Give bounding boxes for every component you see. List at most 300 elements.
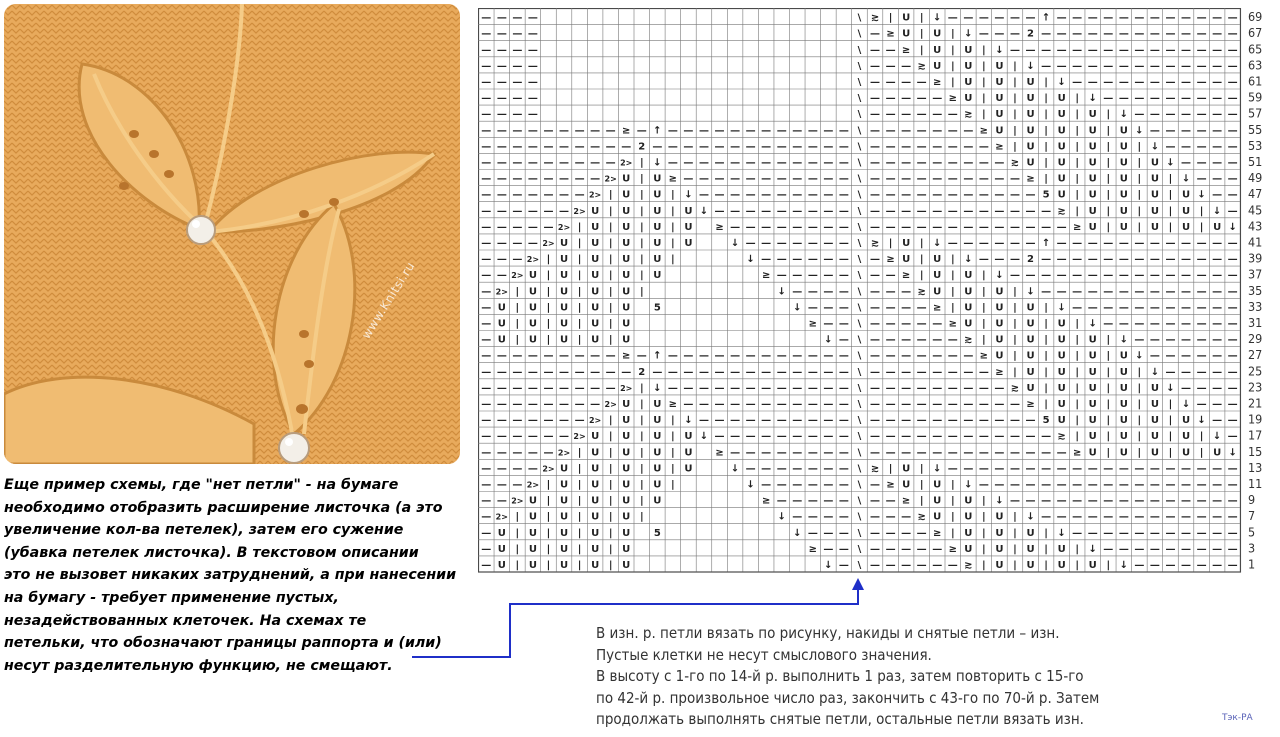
chart-symbol: |	[1168, 173, 1173, 185]
chart-symbol: —	[776, 415, 787, 427]
chart-symbol: —	[481, 76, 492, 88]
chart-symbol: —	[901, 286, 912, 298]
chart-symbol: —	[823, 415, 834, 427]
row-number: 25	[1247, 363, 1263, 379]
chart-symbol: —	[698, 415, 709, 427]
chart-symbol: U	[1057, 93, 1066, 105]
chart-symbol: U	[933, 286, 942, 298]
chart-symbol: U	[591, 221, 600, 233]
chart-symbol: —	[916, 109, 927, 121]
chart-symbol: —	[512, 479, 523, 491]
chart-symbol: |	[608, 302, 613, 314]
chart-symbol: —	[683, 157, 694, 169]
chart-symbol: —	[1165, 511, 1176, 523]
chart-symbol: \	[857, 334, 862, 346]
chart-symbol: —	[621, 141, 632, 153]
chart-symbol: —	[1196, 511, 1207, 523]
chart-symbol: U	[622, 543, 631, 555]
chart-symbol: |	[1075, 318, 1080, 330]
chart-symbol: |	[1106, 125, 1111, 137]
chart-symbol: —	[1118, 511, 1129, 523]
chart-symbol: |	[1044, 366, 1048, 378]
chart-symbol: U	[1181, 189, 1191, 201]
chart-symbol: |	[950, 76, 955, 88]
chart-symbol: —	[1025, 221, 1036, 233]
chart-symbol: |	[546, 334, 551, 346]
chart-symbol: —	[916, 141, 927, 153]
chart-symbol: |	[919, 254, 924, 266]
chart-symbol: U	[1150, 221, 1159, 233]
chart-symbol: —	[1227, 28, 1238, 40]
chart-symbol: —	[1041, 270, 1052, 282]
chart-symbol: —	[807, 382, 818, 394]
chart-symbol: \	[857, 76, 862, 88]
chart-instructions	[596, 623, 1099, 731]
chart-symbol: —	[1118, 463, 1129, 475]
chart-symbol: —	[1118, 270, 1129, 282]
chart-symbol: —	[792, 495, 803, 507]
chart-symbol: —	[1181, 93, 1192, 105]
chart-symbol: U	[995, 543, 1004, 555]
chart-symbol: —	[901, 398, 912, 410]
chart-symbol: —	[667, 366, 678, 378]
chart-symbol: U	[1181, 221, 1191, 233]
chart-symbol: |	[1106, 141, 1111, 153]
chart-symbol: —	[590, 366, 601, 378]
chart-symbol: U	[995, 109, 1004, 121]
chart-symbol: —	[1118, 254, 1129, 266]
chart-symbol: —	[512, 447, 523, 459]
chart-symbol: —	[1134, 28, 1145, 40]
chart-symbol: —	[978, 254, 989, 266]
chart-symbol: |	[1106, 366, 1111, 378]
chart-symbol: |	[1137, 205, 1142, 217]
chart-symbol: —	[1196, 157, 1207, 169]
chart-symbol: —	[1227, 366, 1238, 378]
chart-symbol: —	[776, 254, 787, 266]
chart-symbol: U	[1026, 93, 1035, 105]
chart-symbol: —	[1009, 237, 1020, 249]
chart-symbol: —	[1212, 125, 1223, 137]
chart-symbol: 5	[653, 302, 661, 314]
chart-symbol: —	[1009, 205, 1020, 217]
chart-symbol: —	[932, 398, 943, 410]
chart-symbol: |	[1075, 398, 1080, 410]
chart-symbol: U	[1119, 141, 1128, 153]
chart-symbol: —	[823, 205, 834, 217]
note-line: Еще пример схемы, где "нет петли" - на бумаге	[4, 477, 399, 493]
chart-symbol: U	[964, 495, 973, 507]
chart-symbol: \	[857, 205, 862, 217]
chart-symbol: |	[1075, 366, 1080, 378]
chart-symbol: —	[559, 205, 570, 217]
chart-symbol: 2>	[542, 464, 555, 474]
chart-symbol: —	[1134, 286, 1145, 298]
chart-symbol: |	[1013, 141, 1017, 153]
chart-symbol: U	[1026, 527, 1035, 539]
chart-symbol: —	[1072, 270, 1083, 282]
chart-symbol: —	[730, 415, 741, 427]
chart-symbol: U	[1088, 141, 1097, 153]
chart-symbol: |	[1075, 415, 1080, 427]
chart-symbol: —	[543, 221, 554, 233]
chart-symbol: —	[496, 109, 507, 121]
chart-symbol: U	[1088, 398, 1097, 410]
chart-symbol: —	[543, 189, 554, 201]
chart-symbol: —	[683, 350, 694, 362]
chart-symbol: —	[1103, 60, 1114, 72]
chart-symbol: —	[1212, 559, 1223, 571]
chart-symbol: —	[776, 398, 787, 410]
chart-symbol: —	[1227, 334, 1238, 346]
chart-symbol: —	[683, 125, 694, 137]
chart-symbol: —	[1072, 495, 1083, 507]
chart-symbol: —	[1025, 205, 1036, 217]
chart-symbol: |	[1137, 141, 1142, 153]
chart-symbol: —	[1134, 511, 1145, 523]
chart-symbol: —	[1041, 431, 1052, 443]
chart-symbol: U	[622, 189, 631, 201]
chart-symbol: —	[1072, 286, 1083, 298]
chart-symbol: ↓	[1166, 157, 1175, 169]
chart-symbol: —	[916, 447, 927, 459]
chart-symbol: \	[857, 415, 862, 427]
chart-symbol: —	[1149, 12, 1160, 24]
chart-symbol: —	[1181, 109, 1192, 121]
chart-symbol: —	[652, 141, 663, 153]
chart-symbol: —	[1212, 93, 1223, 105]
chart-symbol: U	[528, 559, 537, 571]
chart-symbol: —	[1118, 318, 1129, 330]
chart-symbol: —	[574, 382, 585, 394]
chart-symbol: —	[745, 205, 756, 217]
chart-symbol: —	[1009, 221, 1020, 233]
chart-symbol: —	[947, 157, 958, 169]
chart-symbol: —	[1149, 463, 1160, 475]
chart-symbol: —	[932, 141, 943, 153]
chart-symbol: |	[608, 527, 613, 539]
chart-symbol: —	[698, 366, 709, 378]
chart-symbol: U	[995, 350, 1004, 362]
chart-symbol: —	[901, 511, 912, 523]
chart-symbol: —	[776, 431, 787, 443]
chart-symbol: —	[823, 157, 834, 169]
chart-symbol: |	[671, 447, 675, 459]
chart-symbol: —	[916, 398, 927, 410]
chart-symbol: —	[1227, 415, 1238, 427]
chart-symbol: —	[1212, 254, 1223, 266]
chart-symbol: U	[591, 205, 600, 217]
chart-symbol: —	[1056, 463, 1067, 475]
chart-symbol: —	[1165, 463, 1176, 475]
chart-symbol: U	[933, 60, 942, 72]
chart-symbol: —	[481, 12, 492, 24]
chart-symbol: —	[807, 415, 818, 427]
chart-symbol: —	[1056, 286, 1067, 298]
chart-symbol: |	[1106, 221, 1111, 233]
chart-symbol: ≳	[964, 334, 973, 346]
chart-symbol: ↓	[1026, 286, 1035, 298]
chart-symbol: U	[528, 270, 537, 282]
chart-symbol: —	[1181, 141, 1192, 153]
chart-symbol: —	[1025, 189, 1036, 201]
chart-symbol: —	[978, 447, 989, 459]
chart-symbol: —	[776, 173, 787, 185]
chart-symbol: |	[1044, 141, 1048, 153]
chart-symbol: U	[559, 463, 569, 475]
chart-symbol: —	[792, 366, 803, 378]
chart-symbol: —	[745, 463, 756, 475]
row-number: 37	[1247, 266, 1263, 282]
chart-symbol: U	[1181, 205, 1191, 217]
chart-symbol: ↓	[1088, 543, 1097, 555]
chart-symbol: —	[963, 431, 974, 443]
chart-symbol: —	[1149, 254, 1160, 266]
chart-symbol: —	[1087, 463, 1098, 475]
chart-symbol: —	[761, 431, 772, 443]
chart-symbol: ≳	[917, 286, 926, 298]
chart-symbol: ↓	[1057, 302, 1066, 314]
chart-symbol: ↓	[699, 205, 709, 217]
row-number: 61	[1247, 73, 1263, 89]
chart-symbol: |	[639, 431, 644, 443]
chart-symbol: —	[901, 431, 912, 443]
chart-symbol: —	[963, 221, 974, 233]
chart-symbol: U	[591, 479, 600, 491]
chart-symbol: —	[481, 286, 492, 298]
chart-symbol: ≥	[886, 28, 895, 40]
chart-symbol: —	[901, 350, 912, 362]
chart-symbol: |	[982, 302, 986, 314]
chart-symbol: 2>	[573, 432, 586, 442]
chart-symbol: —	[1196, 12, 1207, 24]
chart-symbol: 2	[1027, 28, 1035, 40]
chart-symbol: ≥	[948, 93, 957, 105]
chart-symbol: U	[653, 415, 662, 427]
chart-symbol: —	[1181, 334, 1192, 346]
chart-symbol: —	[932, 93, 943, 105]
chart-symbol: |	[950, 527, 955, 539]
chart-symbol: —	[1009, 254, 1020, 266]
chart-symbol: —	[885, 334, 896, 346]
chart-symbol: |	[608, 479, 613, 491]
chart-symbol: —	[481, 415, 492, 427]
chart-symbol: —	[1087, 44, 1098, 56]
chart-symbol: —	[1056, 495, 1067, 507]
chart-symbol: ↓	[1166, 382, 1175, 394]
chart-symbol: —	[1196, 463, 1207, 475]
chart-symbol: —	[823, 527, 834, 539]
chart-symbol: 2>	[604, 174, 617, 184]
row-number: 57	[1247, 105, 1263, 121]
chart-symbol: —	[683, 398, 694, 410]
chart-symbol: |	[515, 559, 520, 571]
chart-symbol: —	[885, 286, 896, 298]
chart-symbol: |	[1168, 415, 1173, 427]
chart-symbol: |	[1199, 447, 1204, 459]
chart-symbol: U	[528, 302, 537, 314]
chart-symbol: —	[932, 189, 943, 201]
chart-symbol: —	[838, 447, 849, 459]
chart-symbol: |	[1199, 221, 1204, 233]
chart-symbol: U	[622, 173, 631, 185]
chart-symbol: U	[528, 286, 537, 298]
chart-symbol: —	[901, 141, 912, 153]
chart-symbol: —	[481, 125, 492, 137]
chart-symbol: ↑	[1041, 12, 1051, 24]
chart-symbol: —	[807, 447, 818, 459]
chart-symbol: —	[901, 366, 912, 378]
chart-symbol: —	[652, 366, 663, 378]
chart-symbol: —	[496, 205, 507, 217]
chart-symbol: —	[605, 382, 616, 394]
chart-symbol: |	[982, 511, 986, 523]
chart-symbol: —	[1134, 479, 1145, 491]
chart-symbol: —	[1134, 495, 1145, 507]
chart-symbol: —	[1227, 302, 1238, 314]
chart-symbol: |	[1075, 205, 1080, 217]
chart-symbol: —	[916, 318, 927, 330]
chart-symbol: |	[1106, 415, 1111, 427]
chart-symbol: —	[1165, 254, 1176, 266]
chart-symbol: —	[1009, 44, 1020, 56]
chart-symbol: —	[901, 125, 912, 137]
chart-symbol: —	[1072, 302, 1083, 314]
chart-symbol: —	[1103, 254, 1114, 266]
chart-symbol: U	[591, 302, 600, 314]
chart-symbol: —	[730, 189, 741, 201]
chart-symbol: —	[1165, 125, 1176, 137]
chart-symbol: —	[559, 189, 570, 201]
chart-symbol: —	[932, 318, 943, 330]
chart-symbol: |	[671, 431, 675, 443]
chart-symbol: |	[1013, 318, 1017, 330]
chart-symbol: ↓	[1026, 511, 1035, 523]
chart-symbol: —	[714, 350, 725, 362]
chart-symbol: —	[574, 157, 585, 169]
chart-symbol: —	[838, 141, 849, 153]
chart-symbol: —	[714, 366, 725, 378]
row-number: 55	[1247, 121, 1263, 137]
chart-symbol: —	[932, 447, 943, 459]
chart-symbol: U	[995, 527, 1004, 539]
row-number: 11	[1247, 475, 1263, 491]
chart-symbol: —	[1103, 270, 1114, 282]
chart-symbol: |	[982, 527, 986, 539]
chart-symbol: |	[639, 382, 644, 394]
chart-symbol: —	[590, 173, 601, 185]
chart-symbol: U	[622, 318, 631, 330]
chart-symbol: —	[870, 559, 881, 571]
chart-symbol: —	[1041, 463, 1052, 475]
chart-symbol: —	[1149, 350, 1160, 362]
chart-symbol: —	[792, 173, 803, 185]
chart-symbol: —	[792, 463, 803, 475]
chart-symbol: U	[1181, 415, 1191, 427]
chart-symbol: —	[901, 447, 912, 459]
chart-symbol: ↓	[653, 382, 662, 394]
chart-symbol: —	[1009, 431, 1020, 443]
chart-symbol: —	[807, 511, 818, 523]
chart-symbol: —	[932, 382, 943, 394]
chart-symbol: —	[978, 431, 989, 443]
chart-symbol: —	[1118, 543, 1129, 555]
chart-symbol: U	[964, 286, 973, 298]
chart-symbol: —	[496, 28, 507, 40]
chart-symbol: |	[1013, 543, 1017, 555]
chart-symbol: |	[1013, 366, 1017, 378]
chart-symbol: \	[857, 447, 862, 459]
chart-symbol: |	[1044, 125, 1048, 137]
chart-symbol: \	[857, 60, 862, 72]
chart-symbol: —	[947, 173, 958, 185]
chart-symbol: \	[857, 366, 862, 378]
chart-symbol: —	[916, 334, 927, 346]
chart-symbol: |	[1044, 559, 1048, 571]
chart-symbol: —	[823, 479, 834, 491]
chart-symbol: —	[823, 511, 834, 523]
chart-symbol: ↓	[824, 334, 833, 346]
chart-symbol: —	[901, 157, 912, 169]
chart-symbol: —	[807, 189, 818, 201]
row-number: 7	[1247, 508, 1256, 524]
chart-symbol: —	[870, 93, 881, 105]
chart-symbol: U	[995, 302, 1004, 314]
chart-symbol: U	[559, 479, 569, 491]
chart-symbol: —	[1165, 93, 1176, 105]
chart-symbol: U	[653, 398, 662, 410]
chart-symbol: U	[622, 415, 631, 427]
chart-symbol: U	[653, 173, 662, 185]
chart-symbol: —	[1118, 479, 1129, 491]
chart-symbol: —	[481, 93, 492, 105]
chart-symbol: U	[497, 543, 506, 555]
chart-symbol: —	[870, 431, 881, 443]
note-line: незадействованных клеточек. На схемах те	[4, 612, 367, 629]
chart-symbol: —	[1227, 173, 1238, 185]
chart-symbol: —	[496, 447, 507, 459]
chart-symbol: —	[1181, 157, 1192, 169]
chart-symbol: ↓	[777, 286, 786, 298]
chart-symbol: —	[885, 495, 896, 507]
chart-symbol: ≥	[901, 44, 911, 56]
chart-symbol: |	[1106, 173, 1111, 185]
chart-symbol: —	[481, 173, 492, 185]
chart-symbol: —	[1149, 44, 1160, 56]
chart-symbol: —	[1087, 302, 1098, 314]
chart-symbol: —	[870, 189, 881, 201]
chart-symbol: —	[1212, 109, 1223, 121]
chart-symbol: —	[1103, 237, 1114, 249]
chart-symbol: \	[857, 221, 862, 233]
chart-symbol: —	[792, 431, 803, 443]
chart-symbol: —	[1149, 479, 1160, 491]
chart-symbol: |	[919, 270, 924, 282]
chart-symbol: 2>	[495, 512, 508, 522]
chart-symbol: —	[1087, 479, 1098, 491]
chart-symbol: ↓	[1057, 76, 1066, 88]
chart-symbol: |	[577, 447, 582, 459]
chart-symbol: |	[950, 479, 955, 491]
chart-symbol: |	[1044, 76, 1048, 88]
chart-symbol: —	[590, 398, 601, 410]
chart-symbol: |	[919, 495, 924, 507]
chart-symbol: —	[496, 350, 507, 362]
chart-symbol: —	[776, 479, 787, 491]
chart-symbol: —	[667, 350, 678, 362]
chart-symbol: —	[1212, 173, 1223, 185]
chart-symbol: —	[730, 382, 741, 394]
